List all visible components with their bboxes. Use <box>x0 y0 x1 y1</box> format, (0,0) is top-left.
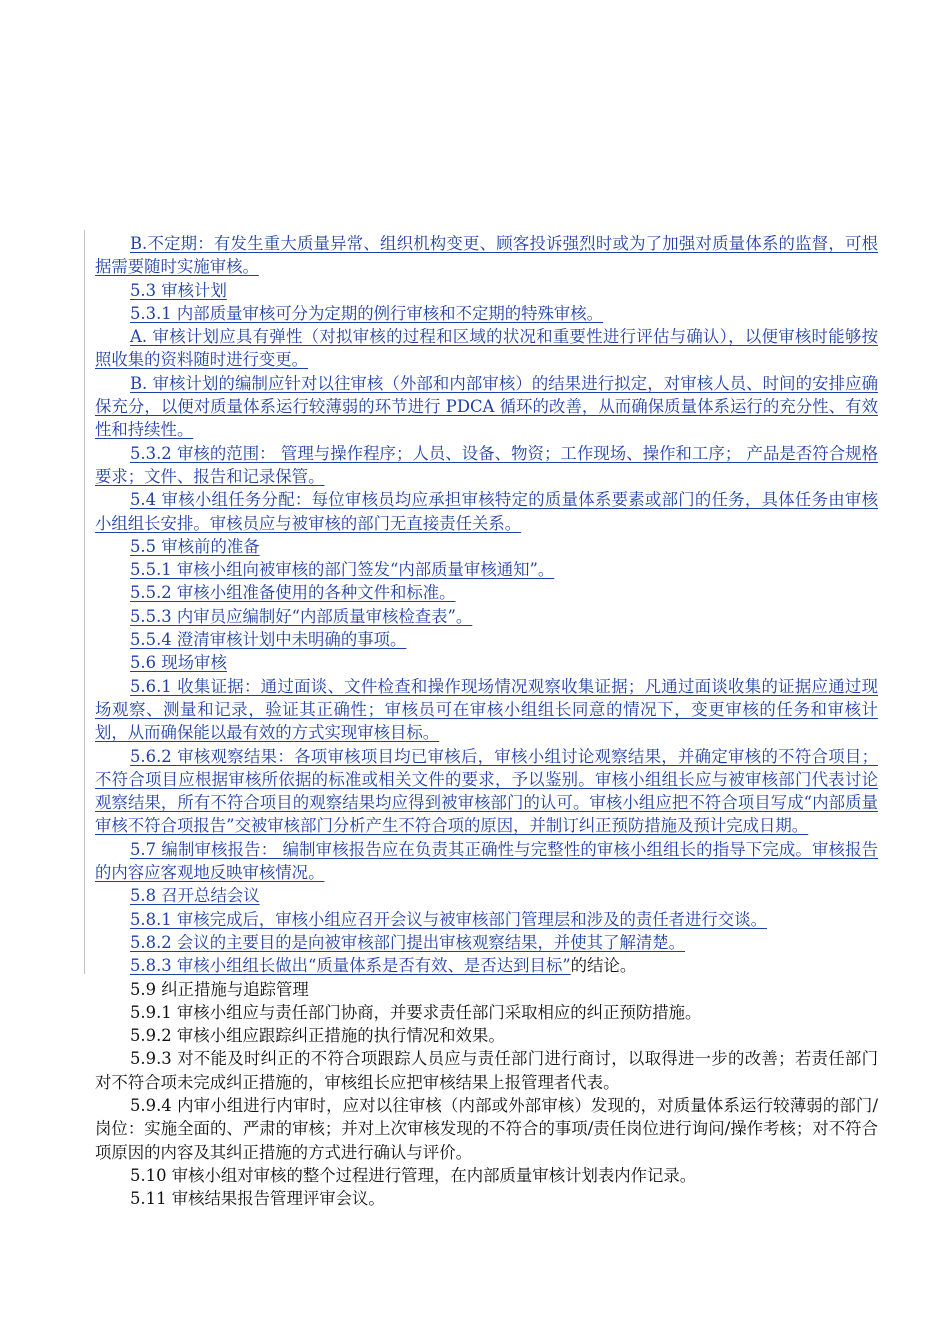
section-heading: 5.8 召开总结会议 <box>130 886 260 906</box>
body-paragraph: 5.9.4 内审小组进行内审时，应对以往审核（内部或外部审核）发现的，对质量体系运行较薄弱的部门/岗位：实施全面的、严肃的审核；并对上次审核发现的不符合的事项/责任岗位进行询问/操作考核；对不符合项原因的内容及其纠正措施的方式进行确认与评价。 <box>95 1095 878 1162</box>
body-paragraph: 5.9.1 审核小组应与责任部门协商，并要求责任部门采取相应的纠正预防措施。 <box>130 1002 702 1022</box>
body-paragraph: 5.9.3 对不能及时纠正的不符合项跟踪人员应与责任部门进行商讨，以取得进一步的改善；若责任部门对不符合项未完成纠正措施的，审核组长应把审核结果上报管理者代表。 <box>95 1049 878 1092</box>
mixed-paragraph <box>95 954 878 977</box>
revision-change-bar <box>84 230 85 974</box>
tracked-paragraph: B.不定期：有发生重大质量异常、组织机构变更、顾客投诉强烈时或为了加强对质量体系的监督，可根据需要随时实施审核。 <box>95 234 878 277</box>
section-heading: 5.9 纠正措施与追踪管理 <box>130 979 309 999</box>
tracked-paragraph: 5.4 审核小组任务分配：每位审核员均应承担审核特定的质量体系要素或部门的任务，具体任务由审核小组组长安排。审核员应与被审核的部门无直接责任关系。 <box>95 490 878 533</box>
tracked-paragraph: 5.6.2 审核观察结果：各项审核项目均已审核后，审核小组讨论观察结果，并确定审核的不符合项目；不符合项目应根据审核所依据的标准或相关文件的要求，予以鉴别。审核小组组长应与被审核部门代表讨论观察结果，所有不符合项目的观察结果均应得到被审核部门的认可。审核小组应把不符合项目写成“内部质量审核不符合项报告”交被审核部门分析产生不符合项的原因，并制订纠正预防措施及预计完成日期。 <box>95 746 878 836</box>
tracked-paragraph: 5.5.3 内审员应编制好“内部质量审核检查表”。 <box>130 606 473 626</box>
tracked-paragraph: 5.8.2 会议的主要目的是向被审核部门提出审核观察结果，并使其了解清楚。 <box>130 932 686 952</box>
tracked-paragraph: 5.3.1 内部质量审核可分为定期的例行审核和不定期的特殊审核。 <box>130 303 604 323</box>
tracked-paragraph: 5.6.1 收集证据：通过面谈、文件检查和操作现场情况观察收集证据；凡通过面谈收集的证据应通过现场观察、测量和记录，验证其正确性；审核员可在审核小组组长同意的情况下，变更审核的任务和审核计划，从而确保能以最有效的方式实现审核目标。 <box>95 676 878 743</box>
tracked-run: 5.8.3 审核小组组长做出“质量体系是否有效、是否达到目标” <box>130 956 571 976</box>
tracked-paragraph: A. 审核计划应具有弹性（对拟审核的过程和区域的状况和重要性进行评估与确认），以便审核时能够按照收集的资料随时进行变更。 <box>95 327 878 370</box>
tracked-paragraph: 5.5.1 审核小组向被审核的部门签发“内部质量审核通知”。 <box>130 560 555 580</box>
tracked-paragraph: 5.8.1 审核完成后，审核小组应召开会议与被审核部门管理层和涉及的责任者进行交谈。 <box>130 909 767 929</box>
tracked-paragraph: 5.3.2 审核的范围： 管理与操作程序；人员、设备、物资；工作现场、操作和工序； 产品是否符合规格要求；文件、报告和记录保管。 <box>95 443 878 486</box>
plain-run: 的结论。 <box>570 956 637 976</box>
tracked-paragraph: 5.5.2 审核小组准备使用的各种文件和标准。 <box>130 583 456 603</box>
body-paragraph: 5.9.2 审核小组应跟踪纠正措施的执行情况和效果。 <box>130 1026 505 1046</box>
section-heading: 5.6 现场审核 <box>130 653 227 673</box>
body-paragraph: 5.10 审核小组对审核的整个过程进行管理，在内部质量审核计划表内作记录。 <box>130 1165 697 1185</box>
section-heading: 5.3 审核计划 <box>130 280 227 300</box>
body-paragraph: 5.11 审核结果报告管理评审会议。 <box>130 1189 385 1209</box>
section-heading: 5.5 审核前的准备 <box>130 536 260 556</box>
document-body <box>95 232 878 1210</box>
tracked-paragraph: 5.5.4 澄清审核计划中未明确的事项。 <box>130 630 407 650</box>
tracked-paragraph: 5.7 编制审核报告： 编制审核报告应在负责其正确性与完整性的审核小组组长的指导下完成。审核报告的内容应客观地反映审核情况。 <box>95 839 878 883</box>
tracked-paragraph: B. 审核计划的编制应针对以往审核（外部和内部审核）的结果进行拟定，对审核人员、时间的安排应确保充分，以便对质量体系运行较薄弱的环节进行 PDCA 循环的改善，从而确保质量体系运行的充分性、有效性和持续性。 <box>95 373 878 440</box>
